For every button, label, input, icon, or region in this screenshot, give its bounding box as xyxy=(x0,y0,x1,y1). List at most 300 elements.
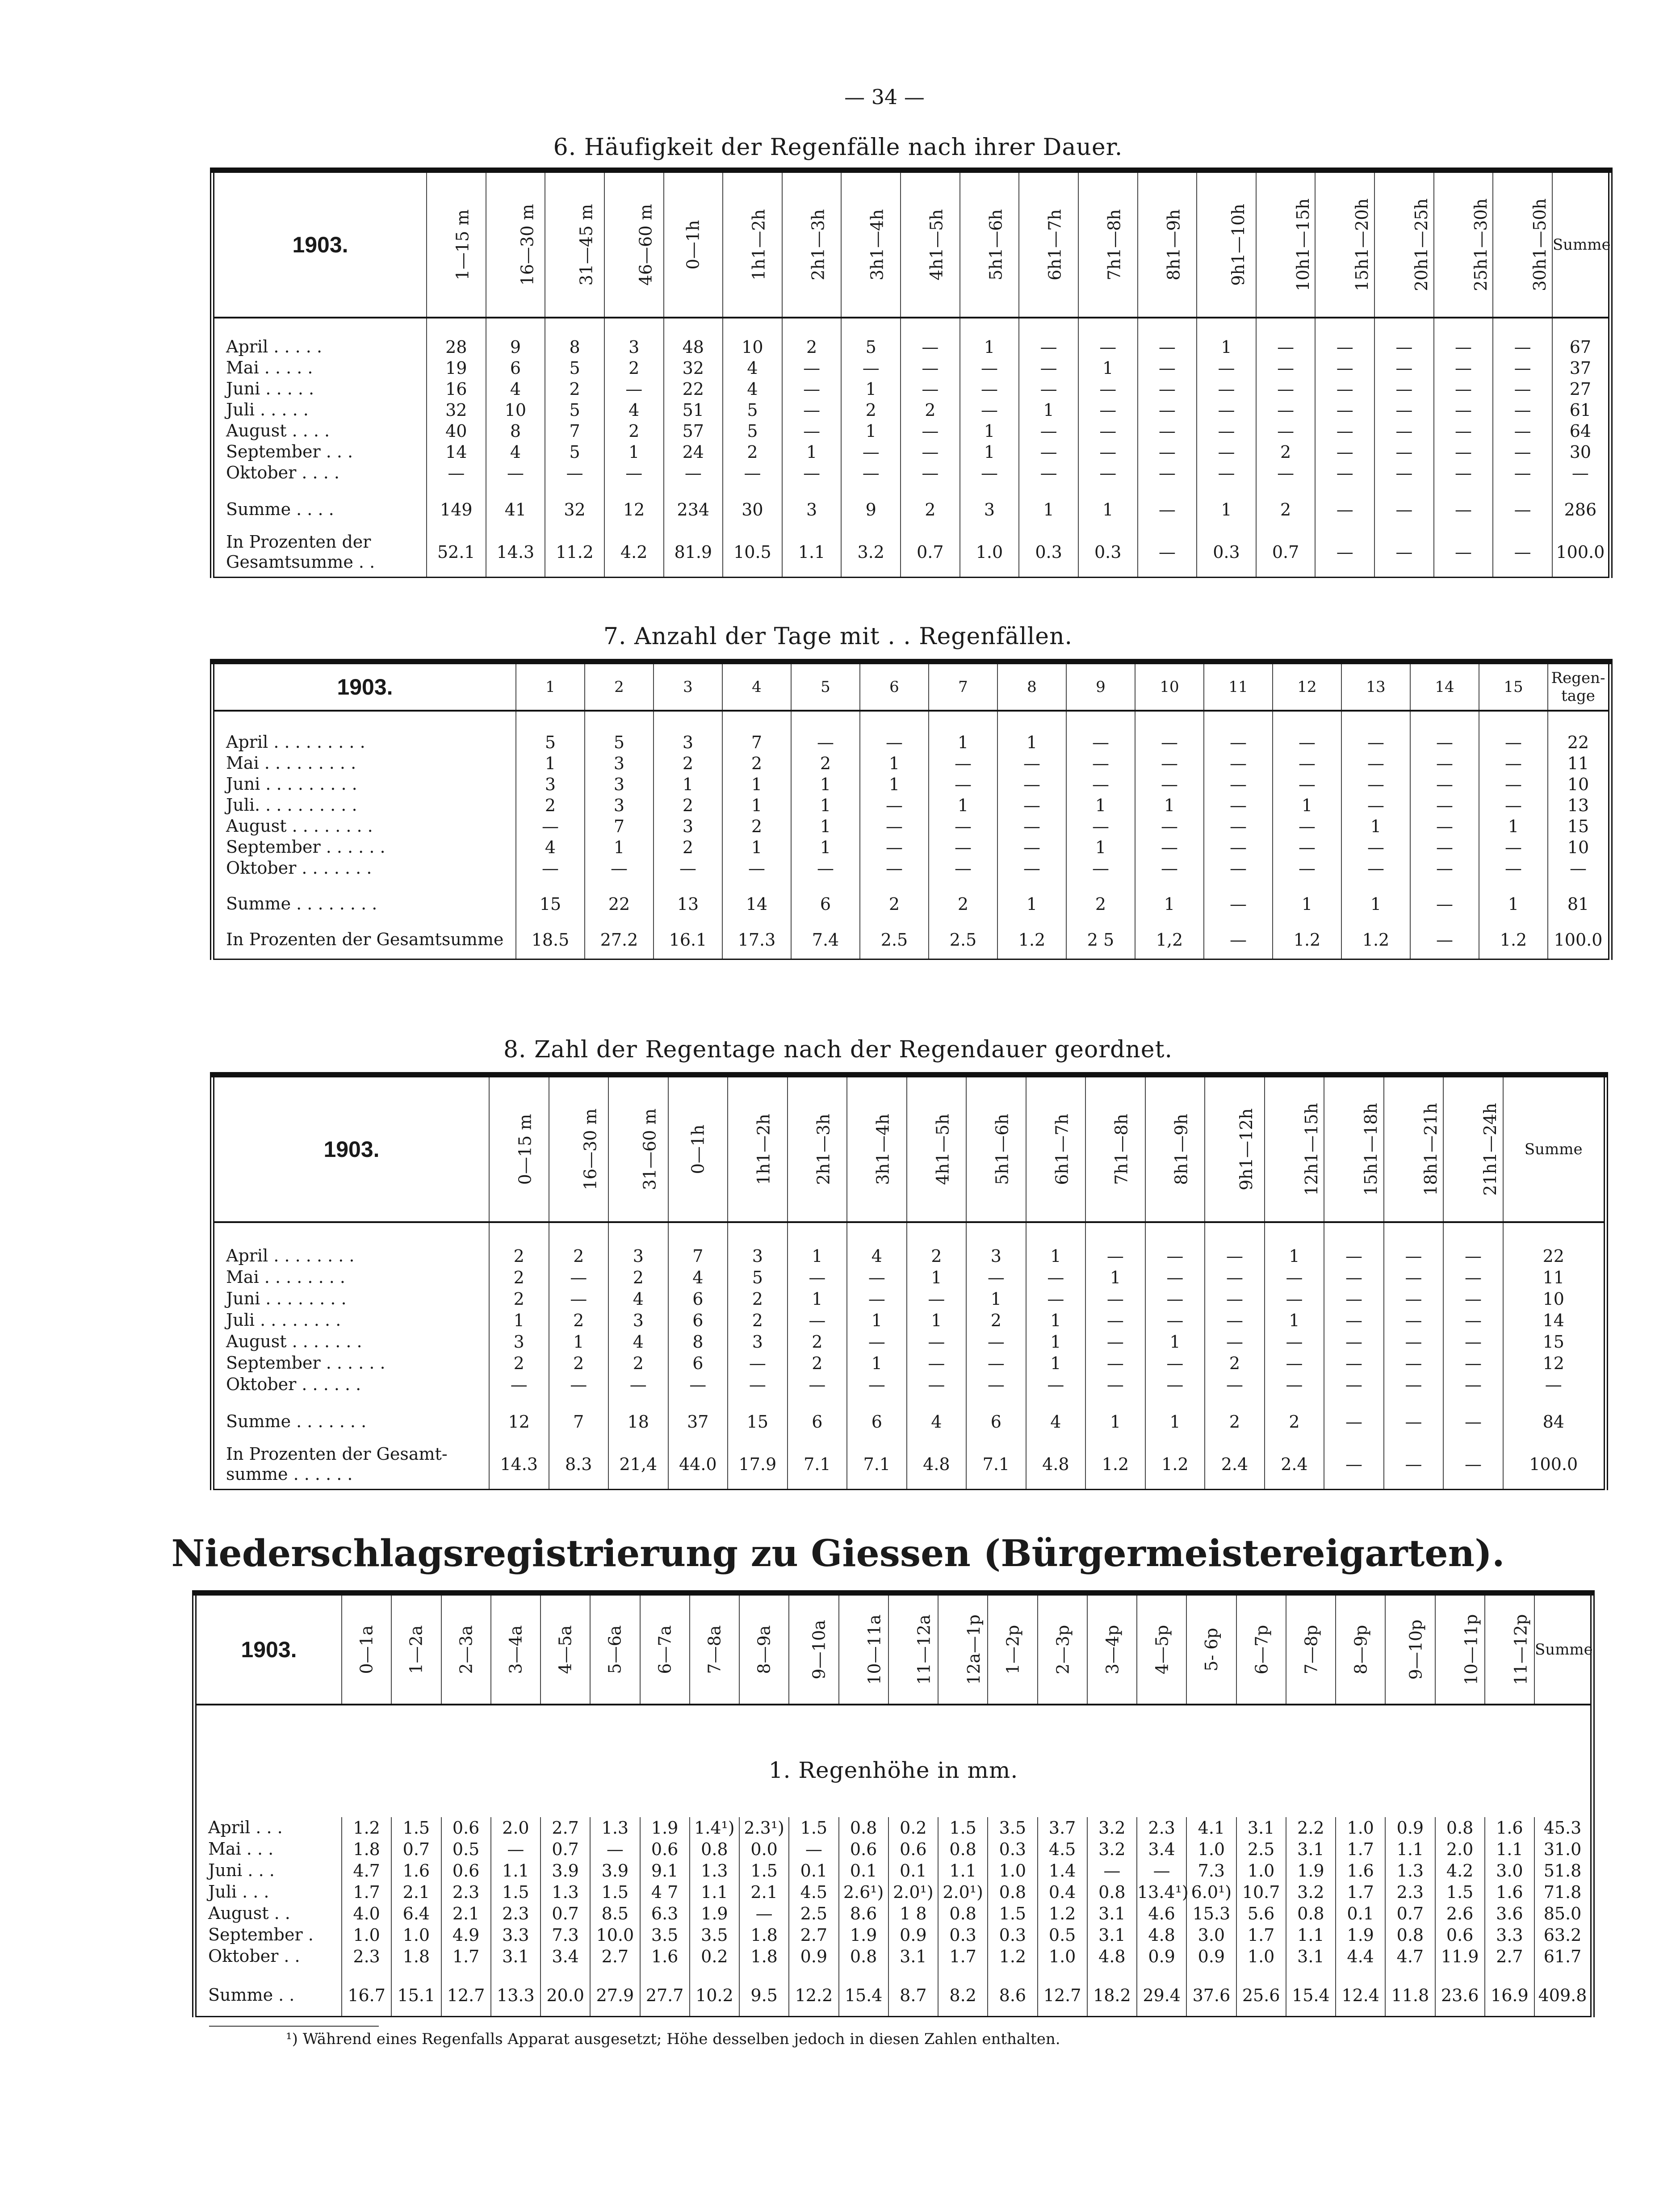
t8-col-header-label: 3h1—4h xyxy=(873,1114,893,1185)
t7-row xyxy=(212,753,1610,774)
t8-col-header-label: 7h1—8h xyxy=(1111,1114,1131,1185)
t8-col-header xyxy=(1205,1075,1265,1222)
t6-cell: — xyxy=(841,462,901,483)
t9-cell: 2.3 xyxy=(491,1903,541,1924)
t6-pct-cell: — xyxy=(1315,528,1374,577)
t7-row xyxy=(212,732,1610,753)
t7-cell: — xyxy=(1479,774,1548,795)
t6-row xyxy=(212,336,1610,357)
t8-col-header xyxy=(847,1075,907,1222)
t9-cell: 0.8 xyxy=(1286,1903,1336,1924)
t7-cell: — xyxy=(654,858,722,879)
t9-cell: 0.1 xyxy=(888,1860,938,1881)
t6-col-header-label: 9h1—10h xyxy=(1228,204,1248,286)
t9-row-label: April . . . xyxy=(208,1818,283,1838)
t9-col-header xyxy=(690,1593,739,1705)
t9-cell: 1.6 xyxy=(640,1946,690,1967)
t9-cell: 1.1 xyxy=(938,1860,988,1881)
t9-cell: 1.5 xyxy=(391,1817,441,1839)
t9-cell: — xyxy=(739,1903,789,1924)
t7-sum-cell: 2 xyxy=(929,879,997,921)
t9-cell: 1.7 xyxy=(1236,1924,1286,1946)
t6-cell: — xyxy=(960,357,1019,378)
t6-cell: 10 xyxy=(486,399,545,420)
t7-pct-cell: 17.3 xyxy=(722,921,791,959)
t6-year-header: 1903. xyxy=(212,170,427,318)
t7-cell: — xyxy=(860,816,929,837)
t8-cell: — xyxy=(1145,1353,1205,1374)
t6-cell: 4 xyxy=(723,357,782,378)
t8-cell: 1 xyxy=(549,1331,609,1353)
t7-pct-cell: 7.4 xyxy=(791,921,860,959)
t7-cell: — xyxy=(1135,816,1204,837)
t9-cell: 5.6 xyxy=(1236,1903,1286,1924)
t6-cell: — xyxy=(782,420,842,441)
t8-cell: — xyxy=(1384,1288,1444,1310)
t6-cell: 5 xyxy=(545,357,604,378)
t8-cell: 2 xyxy=(549,1245,609,1267)
t9-cell: 0.8 xyxy=(839,1817,888,1839)
t8-cell: 6 xyxy=(668,1310,728,1331)
t8-row xyxy=(212,1288,1606,1310)
t9-sum-cell: 16.9 xyxy=(1485,1967,1534,2016)
t8-col-header xyxy=(907,1075,967,1222)
t9-col-header-label: 8—9a xyxy=(754,1625,774,1674)
t6-cell: 1 xyxy=(782,441,842,462)
t8-cell: 2 xyxy=(489,1267,549,1288)
t9-col-header: Summe xyxy=(1534,1593,1592,1705)
t9-cell: 4.8 xyxy=(1087,1946,1137,1967)
t6-col-header-label: 20h1—25h xyxy=(1411,198,1431,291)
t6-pct-row xyxy=(212,528,1610,577)
t6-col-header-label: 1—15 m xyxy=(453,209,473,281)
t8-cell: 2 xyxy=(907,1245,967,1267)
t6-cell: — xyxy=(901,420,960,441)
t6-cell: 1 xyxy=(960,441,1019,462)
t6-pct-cell: 0.7 xyxy=(1256,528,1316,577)
t6-cell: — xyxy=(1078,378,1138,399)
t9-cell: 3.1 xyxy=(1087,1903,1137,1924)
t8-cell: — xyxy=(788,1310,847,1331)
t7-row xyxy=(212,774,1610,795)
t7-cell: — xyxy=(1135,837,1204,858)
t7-cell: — xyxy=(997,837,1066,858)
t9-cell: 6.4 xyxy=(391,1903,441,1924)
t7-cell: — xyxy=(516,858,585,879)
t6-cell: — xyxy=(1434,420,1493,441)
t9-cell: 0.2 xyxy=(690,1946,739,1967)
t7-cell: 1 xyxy=(1341,816,1410,837)
t7-col-header: Regen-tage xyxy=(1548,662,1610,711)
t9-cell: 2.0¹) xyxy=(938,1881,988,1903)
t8-sum-label: Summe . . . . . . . xyxy=(226,1412,367,1432)
t7-cell: 2 xyxy=(722,753,791,774)
t8-cell: — xyxy=(1205,1288,1265,1310)
t7-cell: — xyxy=(1204,774,1273,795)
t9-cell: 7.3 xyxy=(1186,1860,1236,1881)
t7-cell: — xyxy=(791,732,860,753)
t8-pct-row xyxy=(212,1440,1606,1489)
t9-cell: 1.9 xyxy=(1286,1860,1336,1881)
t8-cell: 2 xyxy=(728,1288,788,1310)
t9-cell: 1.6 xyxy=(391,1860,441,1881)
t7-cell: 3 xyxy=(654,732,722,753)
t7-cell: 1 xyxy=(1066,837,1135,858)
t6-cell: — xyxy=(1078,441,1138,462)
t8-cell: — xyxy=(1324,1288,1384,1310)
t9-row-label: Juni . . . xyxy=(208,1860,275,1881)
t8-cell: 3 xyxy=(608,1245,668,1267)
t9-col-header xyxy=(789,1593,838,1705)
t9-cell: — xyxy=(789,1839,838,1860)
t6-row xyxy=(212,399,1610,420)
t6-pct-cell: 100.0 xyxy=(1552,528,1610,577)
t8-cell: 2 xyxy=(549,1310,609,1331)
t8-row xyxy=(212,1374,1606,1395)
t6-cell: 8 xyxy=(486,420,545,441)
t8-cell: 1 xyxy=(966,1288,1026,1310)
t9-cell: 3.4 xyxy=(1137,1839,1186,1860)
t8-cell: — xyxy=(1085,1374,1145,1395)
t6-cell: 16 xyxy=(427,378,486,399)
table8 xyxy=(210,1072,1608,1490)
t8-cell: — xyxy=(728,1374,788,1395)
t9-cell: 1.3 xyxy=(541,1881,590,1903)
t9-sum-cell: 12.2 xyxy=(789,1967,838,2016)
t6-cell: — xyxy=(427,462,486,483)
t6-pct-cell: 14.3 xyxy=(486,528,545,577)
t9-cell: 2.5 xyxy=(1236,1839,1286,1860)
t6-cell: 5 xyxy=(545,399,604,420)
t9-sum-cell: 15.1 xyxy=(391,1967,441,2016)
t6-cell: — xyxy=(1434,399,1493,420)
t9-cell: 1.7 xyxy=(1336,1881,1385,1903)
t8-cell: — xyxy=(608,1374,668,1395)
t7-cell: — xyxy=(1204,858,1273,879)
t7-sum-label: Summe . . . . . . . . xyxy=(226,893,377,913)
t7-cell: — xyxy=(1204,753,1273,774)
t6-cell: — xyxy=(1493,399,1552,420)
t6-sum-cell: 3 xyxy=(782,483,842,528)
t6-row xyxy=(212,357,1610,378)
t9-cell: 2.0 xyxy=(491,1817,541,1839)
t6-sum-cell: — xyxy=(1374,483,1434,528)
t8-col-header-label: 31—60 m xyxy=(640,1108,660,1190)
t9-col-header xyxy=(1038,1593,1087,1705)
t7-row-label: August . . . . . . . . xyxy=(226,816,373,836)
t8-cell: — xyxy=(1384,1331,1444,1353)
t8-cell: 1 xyxy=(788,1288,847,1310)
t8-col-header-label: 21h1—24h xyxy=(1480,1103,1500,1196)
t7-cell: — xyxy=(1273,837,1341,858)
t8-cell: — xyxy=(1145,1374,1205,1395)
t8-sum-row xyxy=(212,1395,1606,1440)
t6-sum-cell: 149 xyxy=(427,483,486,528)
t6-cell: 1 xyxy=(960,336,1019,357)
t6-cell: — xyxy=(1019,462,1078,483)
t8-sum-cell: 7 xyxy=(549,1395,609,1440)
t7-col-header: 5 xyxy=(791,662,860,711)
t8-cell: 6 xyxy=(668,1353,728,1374)
t9-cell: 0.9 xyxy=(789,1946,838,1967)
t7-cell: — xyxy=(997,753,1066,774)
t7-cell: — xyxy=(929,816,997,837)
t9-cell: 9.1 xyxy=(640,1860,690,1881)
t9-cell: 4.9 xyxy=(441,1924,491,1946)
t6-col-header xyxy=(486,170,545,318)
page-number: — 34 — xyxy=(844,85,925,109)
t9-cell: 4.2 xyxy=(1435,1860,1485,1881)
t9-row xyxy=(194,1817,1592,1839)
t7-cell: — xyxy=(929,753,997,774)
t8-col-header-label: 9h1—12h xyxy=(1236,1108,1257,1190)
t8-sum-cell: — xyxy=(1443,1395,1503,1440)
t6-cell: — xyxy=(1493,378,1552,399)
t6-cell: — xyxy=(1197,462,1256,483)
t7-cell: — xyxy=(860,837,929,858)
t8-cell: — xyxy=(1085,1288,1145,1310)
t6-row-label: Juni . . . . . xyxy=(226,378,314,398)
t9-cell: 6.3 xyxy=(640,1903,690,1924)
t8-pct-cell: — xyxy=(1384,1440,1444,1489)
t6-cell: — xyxy=(841,441,901,462)
t9-col-header xyxy=(590,1593,640,1705)
t7-cell: 1 xyxy=(722,837,791,858)
t7-cell: 13 xyxy=(1548,795,1610,816)
t6-cell: 19 xyxy=(427,357,486,378)
t7-cell: — xyxy=(585,858,654,879)
t6-sum-cell: 286 xyxy=(1552,483,1610,528)
t7-col-header: 12 xyxy=(1273,662,1341,711)
t8-col-header-label: 5h1—6h xyxy=(992,1114,1012,1185)
t9-col-header-label: 7—8a xyxy=(704,1625,725,1674)
t8-col-header xyxy=(1443,1075,1503,1222)
t9-cell: 0.8 xyxy=(839,1946,888,1967)
t9-cell: 1.7 xyxy=(342,1881,391,1903)
t8-cell: 4 xyxy=(608,1288,668,1310)
t6-pct-cell: 52.1 xyxy=(427,528,486,577)
t6-cell: — xyxy=(1197,420,1256,441)
t6-sum-cell: — xyxy=(1315,483,1374,528)
t8-sum-cell: 84 xyxy=(1503,1395,1606,1440)
t8-cell: 1 xyxy=(1265,1245,1324,1267)
t9-cell: 0.8 xyxy=(690,1839,739,1860)
t7-cell: — xyxy=(1341,795,1410,816)
t8-cell: 1 xyxy=(1026,1245,1086,1267)
t6-cell: — xyxy=(723,462,782,483)
t8-cell: 1 xyxy=(1026,1353,1086,1374)
t9-col-header-label: 12a—1p xyxy=(964,1614,984,1685)
t6-cell: — xyxy=(1434,378,1493,399)
t7-cell: — xyxy=(1341,774,1410,795)
t9-sum-cell: 8.7 xyxy=(888,1967,938,2016)
t7-cell: — xyxy=(1204,732,1273,753)
t7-sum-cell: 14 xyxy=(722,879,791,921)
t6-col-header xyxy=(782,170,842,318)
t7-row-label: Juni . . . . . . . . . xyxy=(226,774,357,794)
t9-col-header xyxy=(1236,1593,1286,1705)
t9-cell: 4.1 xyxy=(1186,1817,1236,1839)
t9-row xyxy=(194,1839,1592,1860)
t6-col-header xyxy=(1138,170,1197,318)
t6-sum-cell: 30 xyxy=(723,483,782,528)
t8-pct-cell: 2.4 xyxy=(1265,1440,1324,1489)
t8-sum-cell: 6 xyxy=(966,1395,1026,1440)
t9-col-header xyxy=(441,1593,491,1705)
t7-sum-cell: — xyxy=(1410,879,1479,921)
t7-cell: 5 xyxy=(585,732,654,753)
t9-cell: 1.5 xyxy=(491,1881,541,1903)
t6-cell: — xyxy=(1019,441,1078,462)
t8-pct-cell: 8.3 xyxy=(549,1440,609,1489)
t8-cell: — xyxy=(1443,1267,1503,1288)
t8-sum-cell: 2 xyxy=(1205,1395,1265,1440)
t7-cell: — xyxy=(1066,858,1135,879)
t6-sum-label: Summe . . . . xyxy=(226,499,334,519)
t8-cell: 2 xyxy=(489,1288,549,1310)
t9-col-header-label: 5- 6p xyxy=(1201,1628,1221,1672)
t8-cell: — xyxy=(1085,1353,1145,1374)
t8-cell: — xyxy=(1443,1310,1503,1331)
t7-cell: 1 xyxy=(791,816,860,837)
t6-cell: — xyxy=(1256,462,1316,483)
t7-cell: — xyxy=(1341,732,1410,753)
t7-row xyxy=(212,795,1610,816)
t6-cell: — xyxy=(1315,441,1374,462)
table7 xyxy=(210,659,1613,960)
t9-cell: 13.4¹) xyxy=(1137,1882,1189,1902)
t8-sum-cell: 4 xyxy=(907,1395,967,1440)
t6-cell: — xyxy=(1374,378,1434,399)
t8-cell: 4 xyxy=(668,1267,728,1288)
t9-cell: 2.5 xyxy=(789,1903,838,1924)
t6-pct-cell: 1.0 xyxy=(960,528,1019,577)
t6-cell: 24 xyxy=(664,441,723,462)
t9-sum-cell: 27.7 xyxy=(640,1967,690,2016)
t7-cell: — xyxy=(1548,858,1610,879)
t7-cell: — xyxy=(1410,774,1479,795)
t8-cell: — xyxy=(1265,1353,1324,1374)
t9-cell: 0.6 xyxy=(888,1839,938,1860)
t8-cell: — xyxy=(1384,1267,1444,1288)
t8-sum-cell: 4 xyxy=(1026,1395,1086,1440)
t9-cell: 85.0 xyxy=(1534,1903,1592,1924)
t6-cell: — xyxy=(901,441,960,462)
t6-col-header-label: 16—30 m xyxy=(517,204,537,286)
t7-cell: — xyxy=(1066,732,1135,753)
t6-pct-cell: — xyxy=(1434,528,1493,577)
t6-sum-cell: 12 xyxy=(604,483,664,528)
t6-col-header xyxy=(1434,170,1493,318)
t8-cell: — xyxy=(847,1267,907,1288)
t7-sum-cell: 13 xyxy=(654,879,722,921)
t9-cell: 0.7 xyxy=(541,1839,590,1860)
t9-col-header-label: 1—2a xyxy=(406,1625,426,1674)
t9-sum-cell: 10.2 xyxy=(690,1967,739,2016)
t9-col-header xyxy=(938,1593,988,1705)
t8-cell: — xyxy=(1265,1288,1324,1310)
t8-cell: 10 xyxy=(1503,1288,1606,1310)
t8-cell: — xyxy=(966,1353,1026,1374)
t8-cell: 1 xyxy=(907,1310,967,1331)
t8-pct-cell: 4.8 xyxy=(907,1440,967,1489)
t8-pct-cell: 1.2 xyxy=(1085,1440,1145,1489)
t8-col-header xyxy=(1145,1075,1205,1222)
t8-cell: 2 xyxy=(1205,1353,1265,1374)
t7-cell: — xyxy=(1135,732,1204,753)
t9-col-header-label: 2—3p xyxy=(1052,1625,1073,1675)
t8-col-header-label: 18h1—21h xyxy=(1420,1103,1441,1196)
t6-col-header-label: 0—1h xyxy=(683,220,703,270)
t6-sum-cell: — xyxy=(1138,483,1197,528)
t8-cell: — xyxy=(788,1267,847,1288)
t6-cell: 2 xyxy=(723,441,782,462)
t9-cell: 2.1 xyxy=(441,1903,491,1924)
t8-cell: — xyxy=(1265,1331,1324,1353)
t8-cell: — xyxy=(966,1267,1026,1288)
t8-cell: — xyxy=(1384,1310,1444,1331)
t9-cell: 0.6 xyxy=(441,1860,491,1881)
t9-cell: — xyxy=(590,1839,640,1860)
t9-cell: 1.6 xyxy=(1336,1860,1385,1881)
t9-col-header-label: 11—12a xyxy=(914,1614,934,1685)
t8-row-label: Oktober . . . . . . xyxy=(226,1374,361,1395)
t7-col-header: 13 xyxy=(1341,662,1410,711)
t8-cell: 11 xyxy=(1503,1267,1606,1288)
t9-cell: 0.9 xyxy=(1385,1817,1435,1839)
t6-cell: 8 xyxy=(545,336,604,357)
t6-cell: — xyxy=(1197,378,1256,399)
t9-cell: 3.9 xyxy=(590,1860,640,1881)
t9-cell: 1.8 xyxy=(739,1924,789,1946)
t7-cell: — xyxy=(997,858,1066,879)
t7-year-header: 1903. xyxy=(212,662,516,711)
t8-col-header xyxy=(1265,1075,1324,1222)
t6-cell: 40 xyxy=(427,420,486,441)
t8-cell: 2 xyxy=(608,1353,668,1374)
t8-col-header xyxy=(1384,1075,1444,1222)
t9-col-header-label: 8—9p xyxy=(1351,1625,1371,1675)
t7-cell: 1 xyxy=(722,795,791,816)
t7-sum-cell: 6 xyxy=(791,879,860,921)
t7-col-header: 11 xyxy=(1204,662,1273,711)
t9-cell: 4 7 xyxy=(640,1881,690,1903)
t9-sum-row xyxy=(194,1967,1592,2016)
t9-cell: 1.8 xyxy=(342,1839,391,1860)
t6-sum-row xyxy=(212,483,1610,528)
t6-col-header xyxy=(1374,170,1434,318)
t6-cell: — xyxy=(1434,462,1493,483)
t7-cell: — xyxy=(1204,795,1273,816)
t8-cell: 14 xyxy=(1503,1310,1606,1331)
t9-cell: 3.5 xyxy=(988,1817,1037,1839)
t7-cell: — xyxy=(1479,795,1548,816)
t9-cell: — xyxy=(1087,1860,1137,1881)
t6-cell: 4 xyxy=(604,399,664,420)
t8-pct-cell: 17.9 xyxy=(728,1440,788,1489)
t7-col-header: 8 xyxy=(997,662,1066,711)
t8-cell: — xyxy=(1085,1245,1145,1267)
t6-cell: 1 xyxy=(604,441,664,462)
t9-row xyxy=(194,1946,1592,1967)
t7-cell: 1 xyxy=(791,774,860,795)
t6-cell: — xyxy=(1493,357,1552,378)
t9-cell: 1.5 xyxy=(938,1817,988,1839)
t9-cell: 3.2 xyxy=(1087,1817,1137,1839)
t9-cell: 3.3 xyxy=(491,1924,541,1946)
t7-cell: 1 xyxy=(860,774,929,795)
t6-sum-cell: 2 xyxy=(1256,483,1316,528)
